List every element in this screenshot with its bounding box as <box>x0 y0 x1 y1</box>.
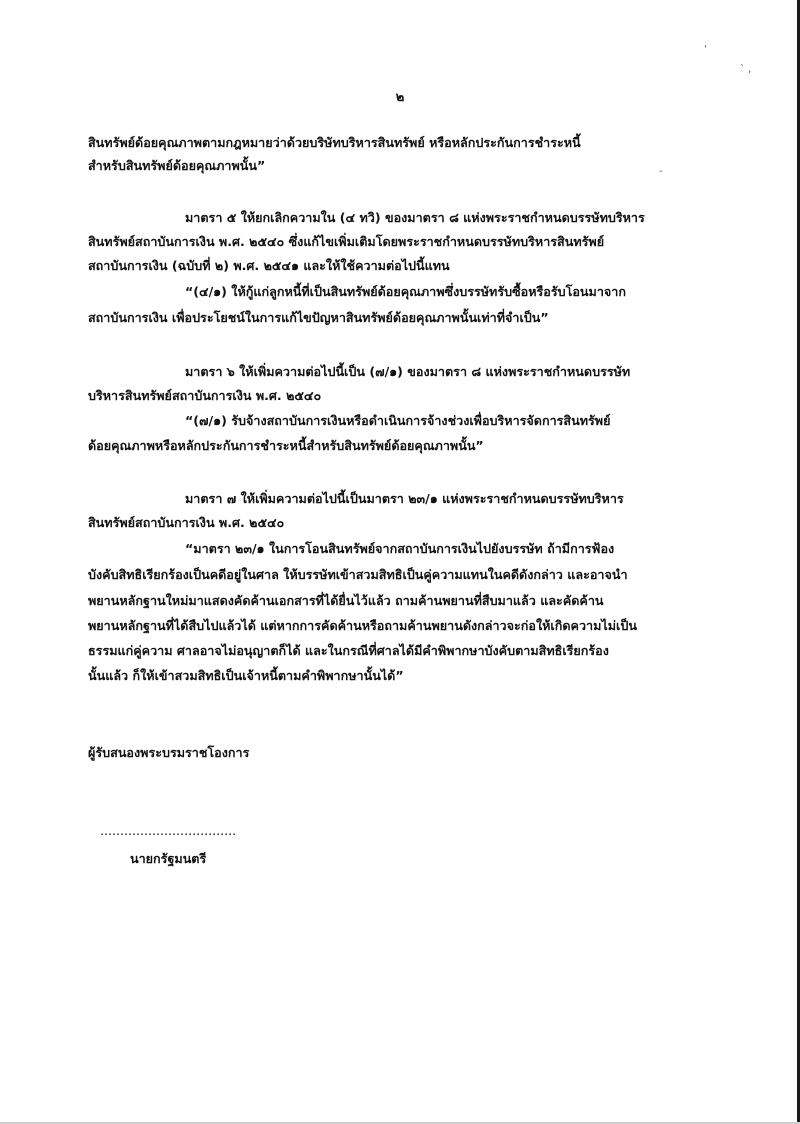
section-heading-line: มาตรา ๕ ให้ยกเลิกความใน (๔ ทวิ) ของมาตรา ๘ แห่งพระราชกำหนดบรรษัทบริหาร <box>185 210 645 225</box>
signatory-title: นายกรัฐมนตรี <box>130 851 207 866</box>
quoted-line: “(๔/๑) ให้กู้แก่ลูกหนี้ที่เป็นสินทรัพย์ด้อยคุณภาพซึ่งบรรษัทรับซื้อหรือรับโอนมาจาก <box>185 284 626 299</box>
body-line: บริหารสินทรัพย์สถาบันการเงิน พ.ศ. ๒๕๔๐ <box>88 388 322 403</box>
scan-mark: - <box>659 166 663 177</box>
scan-mark: ` , <box>740 64 752 75</box>
body-line: สำหรับสินทรัพย์ด้อยคุณภาพนั้น” <box>88 158 266 173</box>
body-line: สินทรัพย์สถาบันการเงิน พ.ศ. ๒๕๔๐ <box>88 515 285 530</box>
body-line: สถาบันการเงิน เพื่อประโยชน์ในการแก้ไขปัญหาสินทรัพย์ด้อยคุณภาพนั้นเท่าที่จำเป็น” <box>88 310 549 325</box>
body-line: สินทรัพย์ด้อยคุณภาพตามกฎหมายว่าด้วยบริษัทบริหารสินทรัพย์ หรือหลักประกันการชำระหนี้ <box>88 135 581 150</box>
section-heading-line: มาตรา ๖ ให้เพิ่มความต่อไปนี้เป็น (๗/๑) ของมาตรา ๘ แห่งพระราชกำหนดบรรษัท <box>185 364 631 379</box>
body-line: ด้อยคุณภาพหรือหลักประกันการชำระหนี้สำหรับสินทรัพย์ด้อยคุณภาพนั้น” <box>88 438 484 453</box>
body-line: พยานหลักฐานที่ได้สืบไปแล้วได้ แต่หากการคัดค้านหรือถามค้านพยานดังกล่าวจะก่อให้เกิดความไม่เป็น <box>88 618 637 633</box>
quoted-line: “(๗/๑) รับจ้างสถาบันการเงินหรือดำเนินการจ้างช่วงเพื่อบริหารจัดการสินทรัพย์ <box>185 413 611 428</box>
body-line: บังคับสิทธิเรียกร้องเป็นคดีอยู่ในศาล ให้บรรษัทเข้าสวมสิทธิเป็นคู่ความแทนในคดีดังกล่าว และอาจนำ <box>88 567 628 582</box>
scan-mark: ' <box>704 44 707 55</box>
body-line: ธรรมแก่คู่ความ ศาลอาจไม่อนุญาตก็ได้ และในกรณีที่ศาลได้มีคำพิพากษาบังคับตามสิทธิเรียกร้อง <box>88 643 609 658</box>
body-line: พยานหลักฐานใหม่มาแสดงคัดค้านเอกสารที่ได้ยื่นไว้แล้ว ถามค้านพยานที่สืบมาแล้ว และคัดค้าน <box>88 593 604 608</box>
body-line: สินทรัพย์สถาบันการเงิน พ.ศ. ๒๕๔๐ ซึ่งแก้ไขเพิ่มเติมโดยพระราชกำหนดบรรษัทบริหารสินทรัพย์ <box>88 234 605 249</box>
signature-dots: .................................. <box>100 823 237 838</box>
countersign-title: ผู้รับสนองพระบรมราชโองการ <box>88 745 250 760</box>
body-line: สถาบันการเงิน (ฉบับที่ ๒) พ.ศ. ๒๕๔๑ และให้ใช้ความต่อไปนี้แทน <box>88 258 450 273</box>
section-heading-line: มาตรา ๗ ให้เพิ่มความต่อไปนี้เป็นมาตรา ๒๓/๑ แห่งพระราชกำหนดบรรษัทบริหาร <box>185 491 624 506</box>
body-line: นั้นแล้ว ก็ให้เข้าสวมสิทธิเป็นเจ้าหนี้ตามคำพิพากษานั้นได้” <box>88 668 404 683</box>
page-number: ๒ <box>395 90 405 105</box>
quoted-line: “มาตรา ๒๓/๑ ในการโอนสินทรัพย์จากสถาบันการเงินไปยังบรรษัท ถ้ามีการฟ้อง <box>185 541 615 556</box>
